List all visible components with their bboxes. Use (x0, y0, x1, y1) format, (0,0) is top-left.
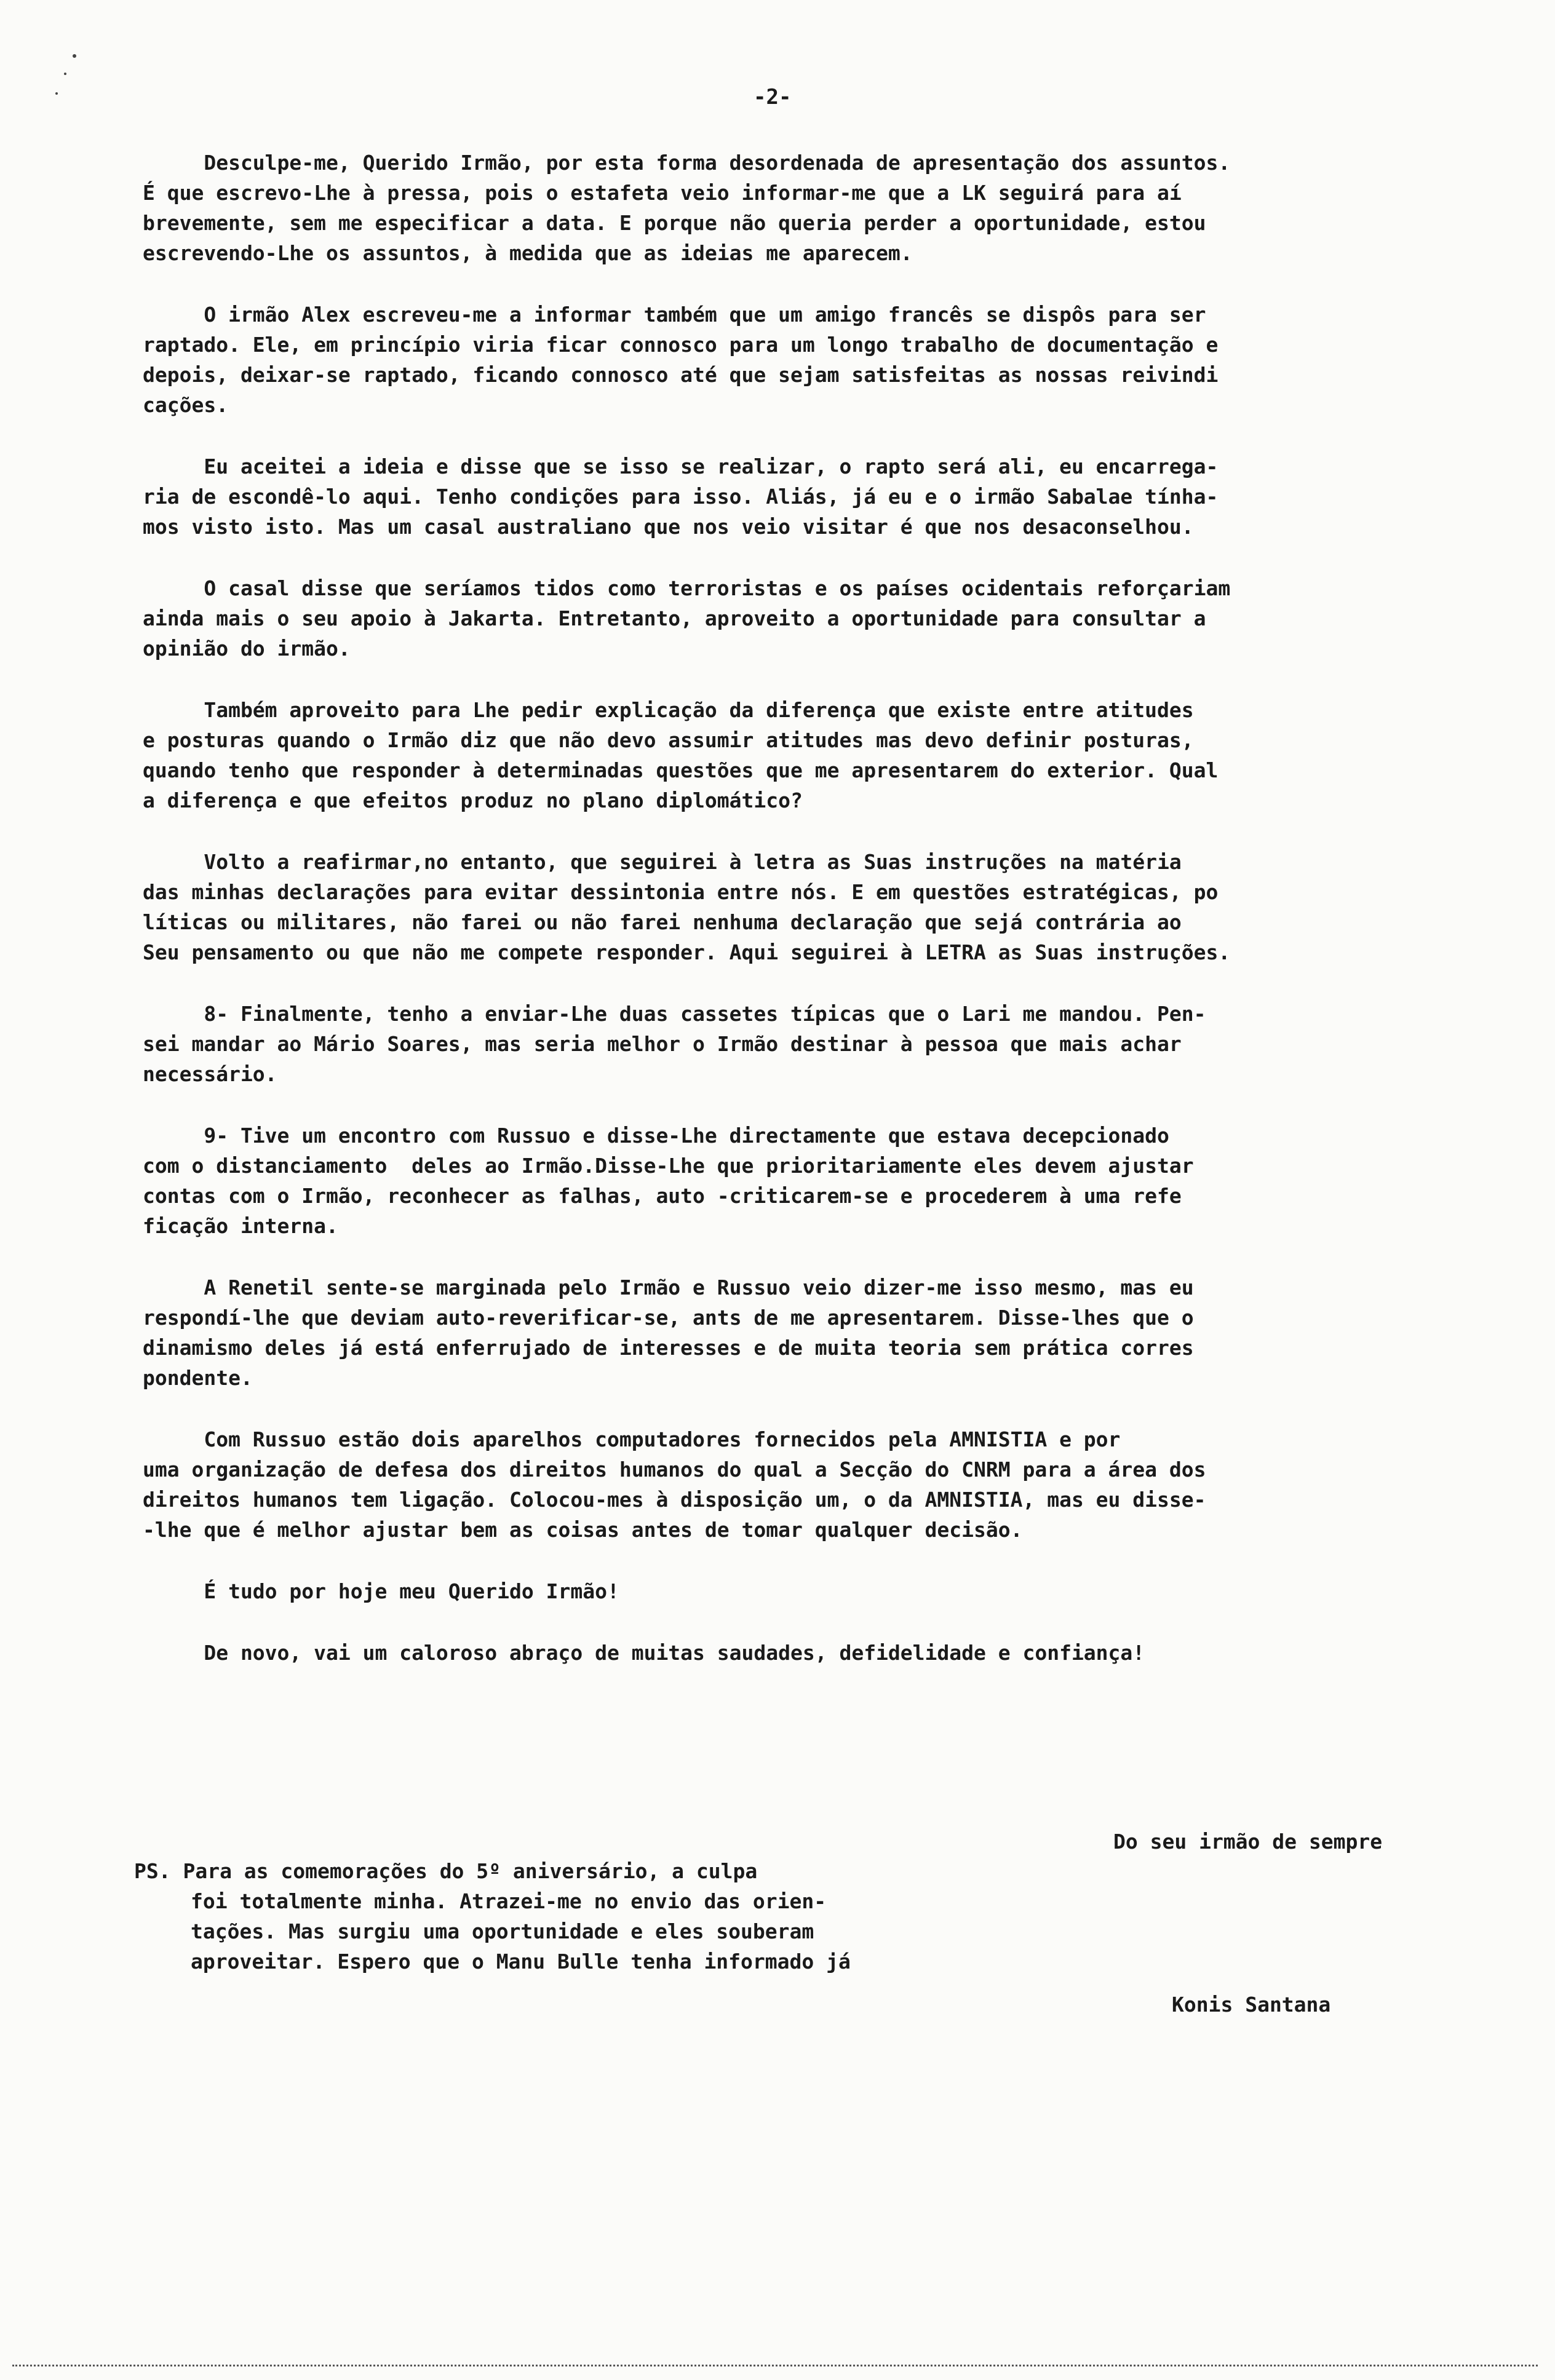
letter-paragraph (143, 1121, 1496, 1241)
letter-paragraph (143, 847, 1496, 967)
letter-paragraph (143, 999, 1496, 1089)
closing-line: Do seu irmão de sempre (1113, 1830, 1383, 1854)
bottom-edge-divider (12, 2365, 1538, 2366)
postscript-line: tações. Mas surgiu uma oportunidade e eles souberam (191, 1919, 814, 1943)
paragraph-line: É que escrevo-Lhe à pressa, pois o estafeta veio informar-me que a LK seguirá para aí (143, 181, 1182, 205)
paragraph-line: a diferença e que efeitos produz no plano diplomático? (143, 788, 803, 812)
signature: Konis Santana (1172, 1993, 1331, 2017)
paragraph-line: ficação interna. (143, 1214, 338, 1238)
postscript-line: foi totalmente minha. Atrazei-me no envio das orien- (191, 1889, 827, 1913)
scan-speck (55, 92, 58, 95)
paragraph-line: depois, deixar-se raptado, ficando connosco até que sejam satisfeitas as nossas reivindi (143, 363, 1219, 387)
letter-paragraph (143, 695, 1496, 815)
letter-paragraph (143, 573, 1496, 664)
postscript-line: aproveitar. Espero que o Manu Bulle tenha informado já (191, 1950, 851, 1973)
paragraph-line: 8- Finalmente, tenho a enviar-Lhe duas cassetes típicas que o Lari me mandou. Pen- (143, 1002, 1206, 1026)
letter-paragraph (143, 299, 1496, 420)
paragraph-line: contas com o Irmão, reconhecer as falhas, auto -criticarem-se e procederem à uma refe (143, 1184, 1182, 1208)
paragraph-line: mos visto isto. Mas um casal australiano que nos veio visitar é que nos desaconselhou. (143, 515, 1194, 539)
paragraph-line: direitos humanos tem ligação. Colocou-mes à disposição um, o da AMNISTIA, mas eu disse- (143, 1488, 1206, 1512)
paragraph-line: opinião do irmão. (143, 637, 351, 660)
paragraph-line: raptado. Ele, em princípio viria ficar connosco para um longo trabalho de documentação e (143, 333, 1219, 357)
page-number: -2- (754, 85, 792, 109)
paragraph-line: Com Russuo estão dois aparelhos computadores fornecidos pela AMNISTIA e por (143, 1427, 1121, 1451)
scan-speck (64, 73, 66, 75)
letter-paragraph (143, 451, 1496, 542)
paragraph-line: escrevendo-Lhe os assuntos, à medida que as ideias me aparecem. (143, 241, 913, 265)
paragraph-line: De novo, vai um caloroso abraço de muitas saudades, defidelidade e confiança! (143, 1641, 1145, 1665)
paragraph-line: Desculpe-me, Querido Irmão, por esta forma desordenada de apresentação dos assuntos. (143, 151, 1231, 175)
letter-paragraph (143, 1638, 1496, 1668)
letter-paragraph (143, 148, 1496, 268)
paragraph-line: Seu pensamento ou que não me compete responder. Aqui seguirei à LETRA as Suas instruções. (143, 940, 1231, 964)
paragraph-line: Eu aceitei a ideia e disse que se isso se realizar, o rapto será ali, eu encarrega- (143, 454, 1219, 478)
paragraph-line: A Renetil sente-se marginada pelo Irmão e Russuo veio dizer-me isso mesmo, mas eu (143, 1275, 1194, 1299)
paragraph-line: ainda mais o seu apoio à Jakarta. Entretanto, aproveito a oportunidade para consultar a (143, 606, 1206, 630)
paragraph-line: 9- Tive um encontro com Russuo e disse-Lhe directamente que estava decepcionado (143, 1124, 1169, 1148)
paragraph-line: brevemente, sem me especificar a data. E porque não queria perder a oportunidade, estou (143, 211, 1206, 235)
postscript (134, 1856, 1094, 1977)
paragraph-line: sei mandar ao Mário Soares, mas seria melhor o Irmão destinar à pessoa que mais achar (143, 1032, 1182, 1056)
paragraph-line: cações. (143, 393, 229, 417)
paragraph-line: dinamismo deles já está enferrujado de interesses e de muita teoria sem prática corres (143, 1336, 1194, 1360)
paragraph-line: das minhas declarações para evitar dessintonia entre nós. E em questões estratégicas, po (143, 880, 1219, 904)
paragraph-line: pondente. (143, 1366, 253, 1390)
paragraph-line: uma organização de defesa dos direitos humanos do qual a Secção do CNRM para a área dos (143, 1458, 1206, 1482)
postscript-line: PS. Para as comemorações do 5º aniversário, a culpa (134, 1859, 758, 1883)
paragraph-line: É tudo por hoje meu Querido Irmão! (143, 1579, 619, 1603)
paragraph-line: -lhe que é melhor ajustar bem as coisas antes de tomar qualquer decisão. (143, 1518, 1023, 1542)
letter-paragraph (143, 1272, 1496, 1393)
paragraph-line: respondí-lhe que deviam auto-reverificar-se, ants de me apresentarem. Disse-lhes que o (143, 1306, 1194, 1330)
scan-speck (73, 54, 76, 58)
paragraph-line: líticas ou militares, não farei ou não farei nenhuma declaração que sejá contrária ao (143, 910, 1182, 934)
paragraph-line: Também aproveito para Lhe pedir explicação da diferença que existe entre atitudes (143, 698, 1194, 722)
paragraph-line: ria de escondê-lo aqui. Tenho condições para isso. Aliás, já eu e o irmão Sabalae tínha- (143, 485, 1219, 509)
paragraph-line: com o distanciamento deles ao Irmão.Disse-Lhe que prioritariamente eles devem ajustar (143, 1154, 1194, 1178)
paragraph-line: O casal disse que seríamos tidos como terroristas e os países ocidentais reforçariam (143, 576, 1231, 600)
letter-paragraph (143, 1424, 1496, 1545)
paragraph-line: necessário. (143, 1062, 277, 1086)
paragraph-line: quando tenho que responder à determinadas questões que me apresentarem do exterior. Qual (143, 758, 1219, 782)
letter-paragraph (143, 1576, 1496, 1606)
letter-body (143, 148, 1496, 1699)
paragraph-line: e posturas quando o Irmão diz que não devo assumir atitudes mas devo definir posturas, (143, 728, 1194, 752)
paragraph-line: O irmão Alex escreveu-me a informar também que um amigo francês se dispôs para ser (143, 303, 1206, 327)
paragraph-line: Volto a reafirmar,no entanto, que seguirei à letra as Suas instruções na matéria (143, 850, 1182, 874)
